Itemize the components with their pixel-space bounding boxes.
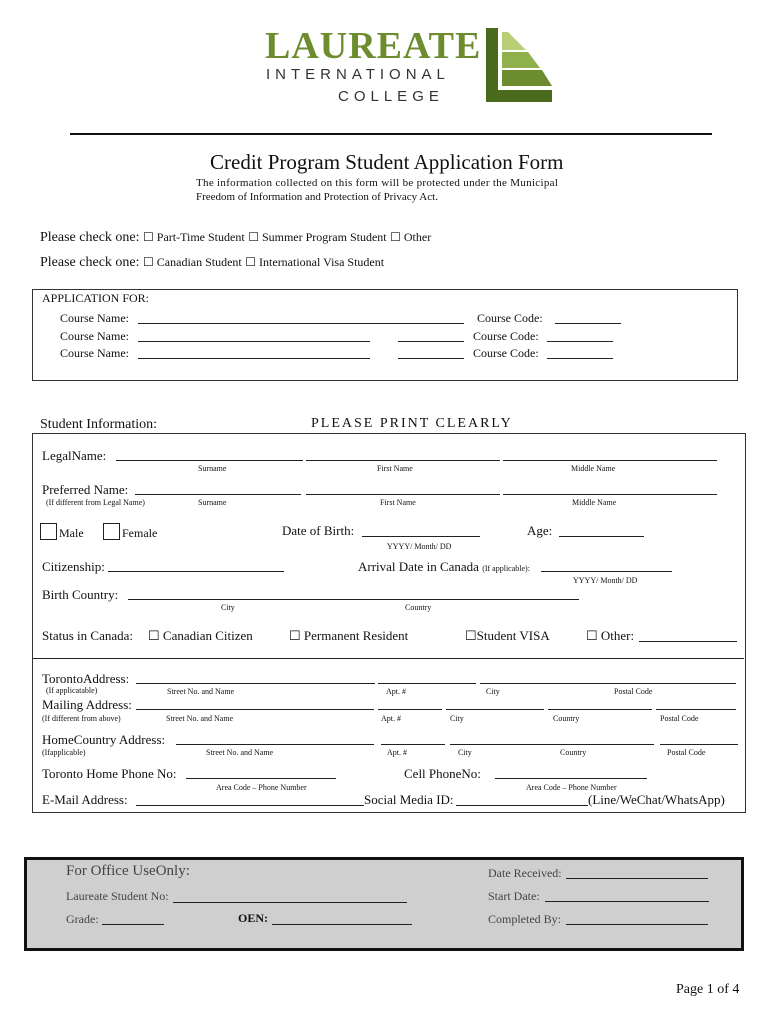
home-postal-field[interactable]: [660, 744, 738, 745]
grade-field[interactable]: [102, 924, 164, 925]
student-type-row: [40, 255, 384, 271]
course-name-field-1[interactable]: [138, 323, 464, 324]
completed-by-label: Completed By:: [488, 912, 561, 926]
header-rule: [70, 133, 712, 135]
checkbox-other-program[interactable]: ☐ Other: [390, 230, 432, 244]
application-for-heading: APPLICATION FOR:: [42, 291, 150, 305]
date-received-field[interactable]: [566, 878, 708, 879]
birth-city-caption: City: [221, 603, 235, 612]
print-clearly-note: PLEASE PRINT CLEARLY: [311, 416, 513, 431]
preferred-first-name-caption: First Name: [380, 498, 416, 507]
laureate-student-no-field[interactable]: [173, 902, 407, 903]
completed-by-field[interactable]: [566, 924, 708, 925]
male-checkbox[interactable]: [40, 523, 57, 540]
home-city-caption: City: [458, 748, 472, 757]
legal-surname-field[interactable]: [116, 460, 303, 461]
social-media-field[interactable]: [456, 805, 588, 806]
course-code-label-3: Course Code:: [473, 346, 539, 360]
home-city-country-field[interactable]: [450, 744, 654, 745]
legal-first-name-field[interactable]: [306, 460, 500, 461]
cell-phone-field[interactable]: [495, 778, 647, 779]
mailing-address-note: (If different from above): [42, 714, 121, 723]
dob-format-caption: YYYY/ Month/ DD: [387, 542, 452, 551]
mailing-apt-caption: Apt. #: [381, 714, 401, 723]
start-date-label: Start Date:: [488, 889, 540, 903]
course-code-field-2[interactable]: [547, 341, 613, 342]
birth-country-field[interactable]: [128, 599, 579, 600]
citizenship-label: Citizenship:: [42, 559, 105, 574]
program-type-prompt: Please check one:: [40, 230, 140, 245]
home-country-caption: Country: [560, 748, 587, 757]
age-field[interactable]: [559, 536, 644, 537]
course-name-field-2[interactable]: [138, 341, 370, 342]
checkbox-part-time[interactable]: ☐ Part-Time Student: [143, 230, 245, 244]
social-media-label: Social Media ID:: [364, 792, 454, 807]
program-type-row: [40, 230, 431, 246]
preferred-first-name-field[interactable]: [306, 494, 500, 495]
status-student-visa[interactable]: ☐Student VISA: [465, 628, 550, 643]
course-name-label-1: Course Name:: [60, 311, 129, 325]
page-number: Page 1 of 4: [676, 982, 740, 997]
toronto-address-note: (If applicatable): [46, 686, 98, 695]
student-info-heading: Student Information:: [40, 417, 158, 432]
toronto-apt-field[interactable]: [378, 683, 476, 684]
course-code-label-1: Course Code:: [477, 311, 543, 325]
mailing-street-caption: Street No. and Name: [166, 714, 234, 723]
legal-middle-name-field[interactable]: [503, 460, 717, 461]
start-date-field[interactable]: [545, 901, 709, 902]
status-other-field[interactable]: [639, 641, 737, 642]
social-media-hint: (Line/WeChat/WhatsApp): [588, 792, 725, 807]
course-code-field-1[interactable]: [555, 323, 621, 324]
legal-first-name-caption: First Name: [377, 464, 413, 473]
logo-mark-icon: [486, 28, 554, 104]
mailing-postal-caption: Postal Code: [660, 714, 699, 723]
female-checkbox[interactable]: [103, 523, 120, 540]
checkbox-international-student[interactable]: ☐ International Visa Student: [245, 255, 385, 269]
preferred-middle-name-field[interactable]: [503, 494, 717, 495]
legal-middle-name-caption: Middle Name: [571, 464, 616, 473]
home-phone-field[interactable]: [186, 778, 336, 779]
toronto-street-caption: Street No. and Name: [167, 687, 235, 696]
course-name-label-2: Course Name:: [60, 329, 129, 343]
course-code-label-2: Course Code:: [473, 329, 539, 343]
home-apt-caption: Apt. #: [387, 748, 407, 757]
legal-name-label: LegalName:: [42, 448, 107, 463]
home-street-field[interactable]: [176, 744, 374, 745]
checkbox-summer-program[interactable]: ☐ Summer Program Student: [248, 230, 387, 244]
laureate-student-no-label: Laureate Student No:: [66, 889, 169, 903]
checkbox-canadian-student[interactable]: ☐ Canadian Student: [143, 255, 242, 269]
grade-label: Grade:: [66, 912, 99, 926]
preferred-name-note: (If different from Legal Name): [46, 498, 145, 507]
home-apt-field[interactable]: [381, 744, 445, 745]
mailing-street-field[interactable]: [136, 709, 374, 710]
citizenship-field[interactable]: [108, 571, 284, 572]
birth-country-caption: Country: [405, 603, 432, 612]
preferred-surname-caption: Surname: [198, 498, 227, 507]
status-in-canada-label: Status in Canada:: [42, 628, 133, 643]
email-label: E-Mail Address:: [42, 792, 128, 807]
date-received-label: Date Received:: [488, 866, 562, 880]
status-canadian-citizen[interactable]: ☐ Canadian Citizen: [148, 628, 253, 643]
privacy-notice-line2: Freedom of Information and Protection of Privacy Act.: [196, 191, 438, 203]
course-code-prefix-2: [398, 341, 464, 342]
female-option[interactable]: Female: [103, 523, 157, 541]
toronto-city-postal-field[interactable]: [480, 683, 736, 684]
home-street-caption: Street No. and Name: [206, 748, 274, 757]
oen-label: OEN:: [238, 911, 268, 925]
office-use-title: For Office UseOnly:: [66, 863, 190, 879]
mailing-apt-field[interactable]: [378, 709, 442, 710]
mailing-country-caption: Country: [553, 714, 580, 723]
toronto-postal-caption: Postal Code: [614, 687, 653, 696]
home-phone-caption: Area Code – Phone Number: [216, 783, 307, 792]
age-label: Age:: [527, 523, 553, 538]
arrival-date-field[interactable]: [541, 571, 672, 572]
mailing-country-field[interactable]: [548, 709, 652, 710]
legal-surname-caption: Surname: [198, 464, 227, 473]
email-field[interactable]: [136, 805, 364, 806]
student-type-prompt: Please check one:: [40, 255, 140, 270]
mailing-address-label: Mailing Address:: [42, 697, 132, 712]
preferred-middle-name-caption: Middle Name: [572, 498, 617, 507]
home-country-address-label: HomeCountry Address:: [42, 732, 166, 747]
status-permanent-resident[interactable]: ☐ Permanent Resident: [289, 628, 409, 643]
toronto-address-label: TorontoAddress:: [42, 671, 130, 686]
dob-field[interactable]: [362, 536, 480, 537]
mailing-postal-field[interactable]: [656, 709, 736, 710]
form-title: Credit Program Student Application Form: [210, 150, 564, 174]
logo-line-college: COLLEGE: [338, 88, 444, 105]
preferred-name-label: Preferred Name:: [42, 482, 129, 497]
birth-country-label: Birth Country:: [42, 587, 119, 602]
arrival-date-format-caption: YYYY/ Month/ DD: [573, 576, 638, 585]
privacy-notice-line1: The information collected on this form will be protected under the Municipal: [196, 177, 559, 189]
address-divider: [33, 658, 744, 659]
arrival-date-label: Arrival Date in Canada (If applicable):: [358, 559, 530, 574]
toronto-city-caption: City: [486, 687, 500, 696]
course-name-field-3[interactable]: [138, 358, 370, 359]
dob-label: Date of Birth:: [282, 523, 355, 538]
male-option[interactable]: Male: [40, 523, 84, 541]
logo-line-international: INTERNATIONAL: [266, 66, 450, 83]
toronto-apt-caption: Apt. #: [386, 687, 406, 696]
home-country-address-note: (Ifapplicable): [42, 748, 86, 757]
course-name-label-3: Course Name:: [60, 346, 129, 360]
logo-word: LAUREATE: [265, 25, 482, 67]
cell-phone-caption: Area Code – Phone Number: [526, 783, 617, 792]
home-phone-label: Toronto Home Phone No:: [42, 766, 177, 781]
mailing-city-caption: City: [450, 714, 464, 723]
mailing-city-field[interactable]: [446, 709, 544, 710]
course-code-prefix-3: [398, 358, 464, 359]
cell-phone-label: Cell PhoneNo:: [404, 766, 481, 781]
preferred-surname-field[interactable]: [135, 494, 301, 495]
status-other[interactable]: ☐ Other:: [586, 628, 635, 643]
oen-field[interactable]: [272, 924, 412, 925]
home-postal-caption: Postal Code: [667, 748, 706, 757]
course-code-field-3[interactable]: [547, 358, 613, 359]
toronto-street-field[interactable]: [136, 683, 375, 684]
